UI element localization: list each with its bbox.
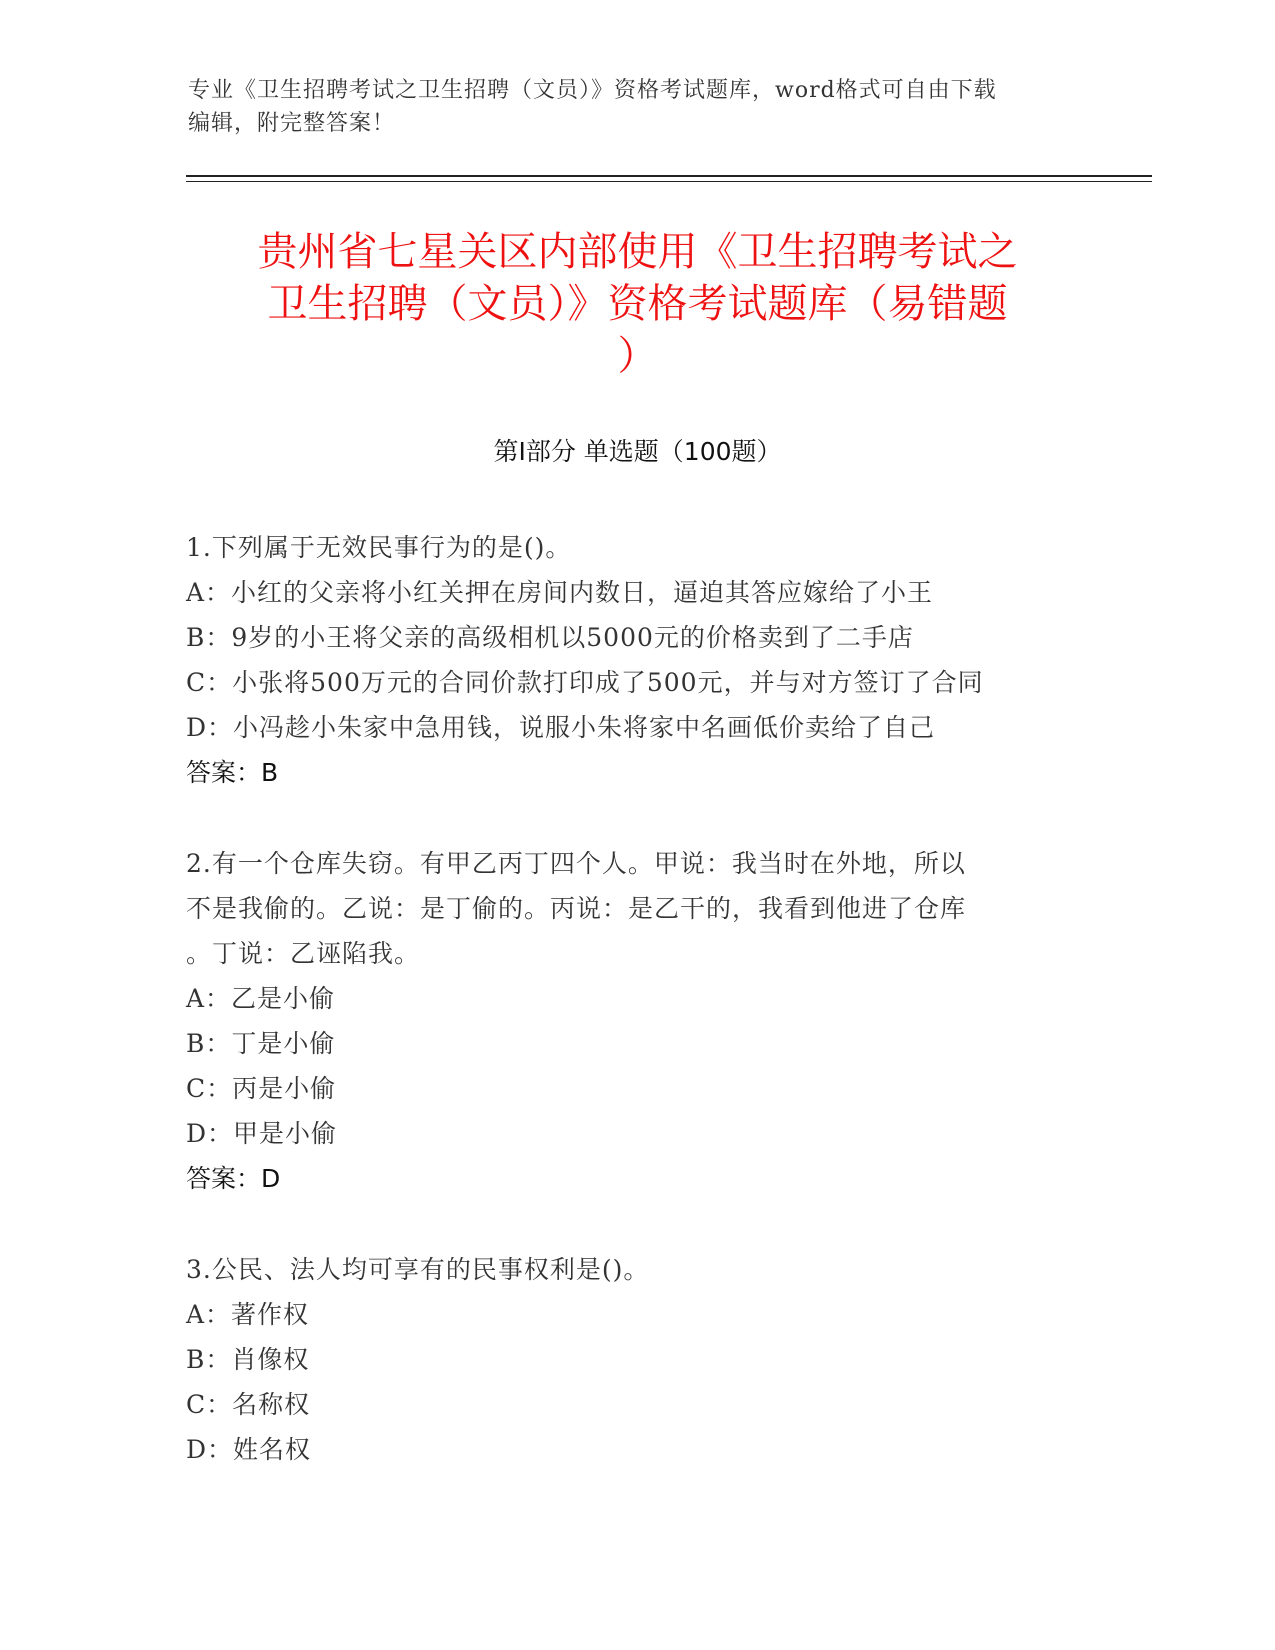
spacer [186,795,1066,841]
question-stem: 3.公民、法人均可享有的民事权利是()。 [186,1255,650,1284]
option-d: D：小冯趁小朱家中急用钱，说服小朱将家中名画低价卖给了自己 [186,713,936,742]
option-b: B：丁是小偷 [186,1029,336,1058]
option-b: B：9岁的小王将父亲的高级相机以5000元的价格卖到了二手店 [186,623,914,652]
option-a: A：著作权 [186,1300,310,1329]
answer: 答案：D [186,1164,281,1193]
header-rule-thick [186,175,1152,177]
question-2 [186,841,1066,1201]
spacer [186,1201,1066,1247]
header-note-line-2: 编辑，附完整答案！ [188,111,396,136]
question-stem-line-1: 2.有一个仓库失窃。有甲乙丙丁四个人。甲说：我当时在外地，所以 [186,849,966,878]
answer: 答案：B [186,758,279,787]
question-1 [186,525,1066,795]
question-list [186,525,1066,1472]
section-title: 第Ⅰ部分 单选题（100题） [493,437,782,466]
question-3 [186,1247,1066,1472]
question-stem-line-2: 不是我偷的。乙说：是丁偷的。丙说：是乙干的，我看到他进了仓库 [186,894,967,923]
option-c: C：丙是小偷 [186,1074,337,1103]
header-note-line-1: 专业《卫生招聘考试之卫生招聘（文员）》资格考试题库，word格式可自由下载 [188,78,997,103]
document-title-line-2: 卫生招聘（文员）》资格考试题库（易错题 [267,281,1008,327]
question-stem: 1.下列属于无效民事行为的是()。 [186,533,572,562]
header-rule-thin [186,181,1152,182]
option-c: C：小张将500万元的合同价款打印成了500元，并与对方签订了合同 [186,668,984,697]
option-d: D：姓名权 [186,1435,312,1464]
option-d: D：甲是小偷 [186,1119,338,1148]
option-b: B：肖像权 [186,1345,310,1374]
question-stem-line-3: 。丁说：乙诬陷我。 [186,939,421,968]
option-a: A：小红的父亲将小红关押在房间内数日，逼迫其答应嫁给了小王 [186,578,934,607]
option-c: C：名称权 [186,1390,311,1419]
document-title-line-3: ） [617,333,658,379]
document-title [190,226,1085,382]
document-title-line-1: 贵州省七星关区内部使用《卫生招聘考试之 [257,229,1018,275]
header-note [188,74,1068,140]
option-a: A：乙是小偷 [186,984,336,1013]
